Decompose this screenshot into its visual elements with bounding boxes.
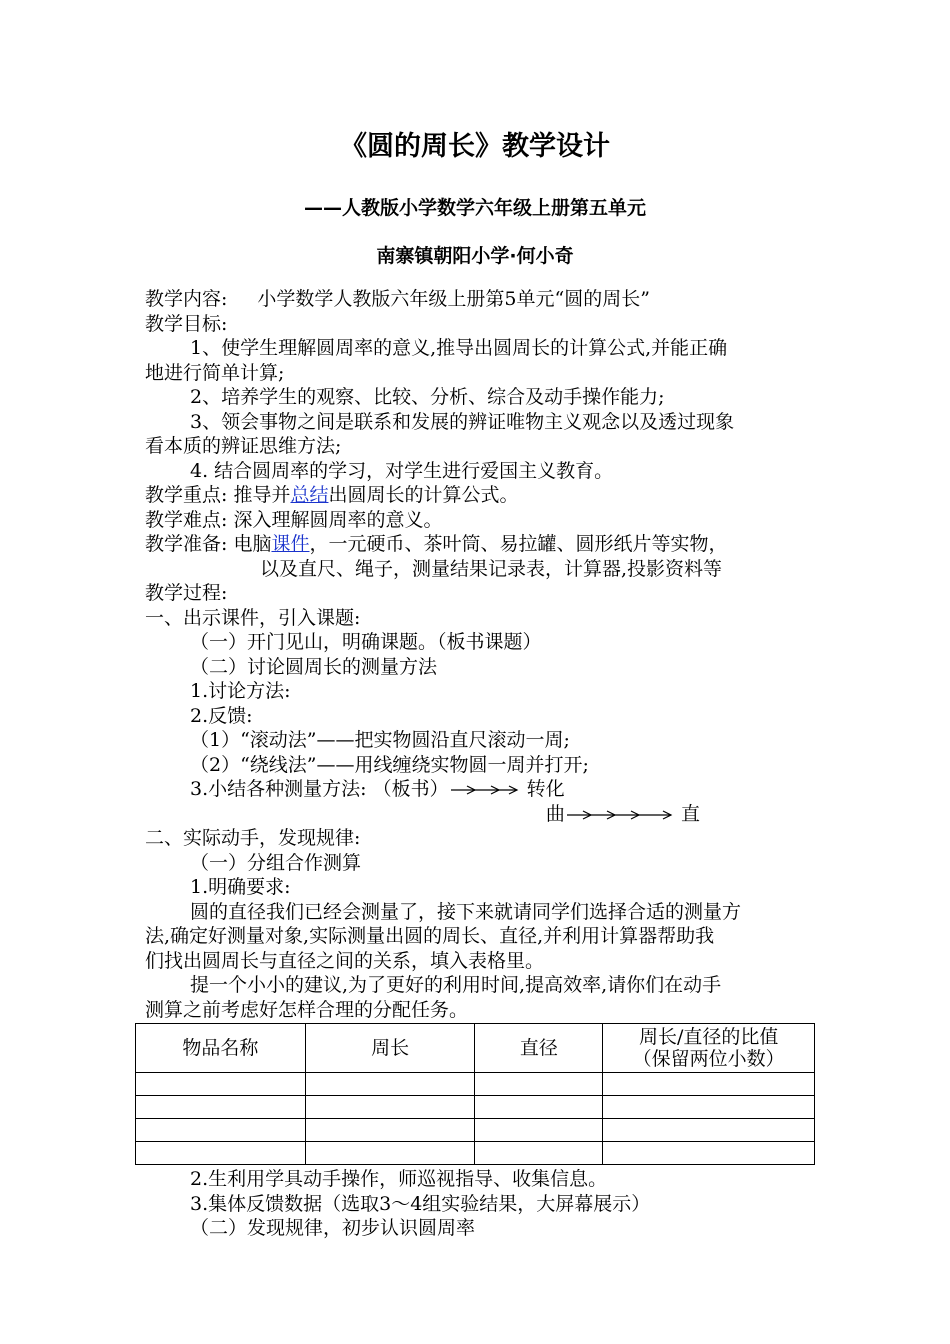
feedback-1: （1）“滚动法”——把实物圆沿直尺滚动一周; bbox=[190, 729, 570, 751]
section-1-1: （一）开门见山，明确课题。（板书课题） bbox=[190, 631, 542, 653]
table-row bbox=[136, 1073, 815, 1096]
arrow-icon bbox=[565, 809, 675, 821]
content-line bbox=[145, 287, 835, 312]
key-label: 教学重点: bbox=[145, 484, 228, 506]
section-2-2: （二）发现规律，初步认识圆周率 bbox=[190, 1217, 476, 1239]
table-cell[interactable] bbox=[475, 1119, 603, 1142]
section-2-1-2: 2.生利用学具动手操作，师巡视指导、收集信息。 bbox=[190, 1168, 608, 1190]
table-header-row bbox=[136, 1024, 815, 1073]
summary-link[interactable]: 总结 bbox=[290, 484, 329, 506]
prep-label: 教学准备: bbox=[145, 533, 228, 555]
summary-text: 3.小结各种测量方法: （板书） bbox=[190, 778, 449, 800]
difficulty-text: 深入理解圆周率的意义。 bbox=[233, 508, 443, 531]
table-cell[interactable] bbox=[603, 1119, 815, 1142]
header-item-name: 物品名称 bbox=[136, 1024, 306, 1073]
document-subtitle: ——人教版小学数学六年级上册第五单元 bbox=[303, 197, 646, 219]
header-ratio bbox=[603, 1024, 815, 1073]
table-cell[interactable] bbox=[136, 1119, 306, 1142]
key-text-pre: 推导并 bbox=[233, 484, 291, 506]
document-author: 南寨镇朝阳小学·何小奇 bbox=[376, 245, 574, 267]
goal-4: 4. 结合圆周率的学习，对学生进行爱国主义教育。 bbox=[190, 459, 614, 482]
process-label: 教学过程: bbox=[145, 582, 228, 604]
content-text: 小学数学人教版六年级上册第5单元“圆的周长” bbox=[257, 288, 650, 310]
feedback-2: （2）“绕线法”——用线缠绕实物圆一周并打开; bbox=[190, 753, 589, 776]
table-cell[interactable] bbox=[136, 1096, 306, 1119]
header-circumference: 周长 bbox=[305, 1024, 475, 1073]
header-ratio-line-1: 周长/直径的比值 bbox=[638, 1026, 779, 1048]
paragraph-2b: 测算之前考虑好怎样合理的分配任务。 bbox=[145, 998, 469, 1021]
table-cell[interactable] bbox=[475, 1142, 603, 1165]
table-cell[interactable] bbox=[475, 1096, 603, 1119]
section-2-1-3: 3.集体反馈数据（选取3～4组实验结果，大屏幕展示） bbox=[190, 1192, 651, 1215]
goal-1a: 1、使学生理解圆周率的意义,推导出圆周长的计算公式,并能正确 bbox=[190, 337, 728, 359]
section-1-2-3 bbox=[145, 777, 835, 802]
table-row bbox=[136, 1142, 815, 1165]
goal-2: 2、培养学生的观察、比较、分析、综合及动手操作能力; bbox=[190, 386, 665, 408]
section-1: 一、出示课件，引入课题: bbox=[145, 606, 361, 629]
prep-line bbox=[145, 532, 835, 557]
table-cell[interactable] bbox=[603, 1096, 815, 1119]
table-cell[interactable] bbox=[475, 1073, 603, 1096]
table-cell[interactable] bbox=[305, 1142, 475, 1165]
goal-3a: 3、领会事物之间是联系和发展的辨证唯物主义观念以及透过现象 bbox=[190, 410, 735, 433]
document-title: 《圆的周长》教学设计 bbox=[340, 131, 610, 162]
table-row bbox=[136, 1119, 815, 1142]
paragraph-1a: 圆的直径我们已经会测量了，接下来就请同学们选择合适的测量方 bbox=[190, 900, 742, 923]
paragraph-1c: 们找出圆周长与直径之间的关系，填入表格里。 bbox=[145, 949, 545, 972]
document-body bbox=[145, 287, 835, 1241]
prep-text-post: ，一元硬币、茶叶筒、易拉罐、圆形纸片等实物， bbox=[309, 533, 728, 555]
section-1-2: （二）讨论圆周长的测量方法 bbox=[190, 655, 438, 678]
table-cell[interactable] bbox=[603, 1073, 815, 1096]
straight-label: 直 bbox=[680, 802, 700, 825]
section-2-1: （一）分组合作测算 bbox=[190, 851, 362, 874]
table-cell[interactable] bbox=[305, 1096, 475, 1119]
goal-1b: 地进行简单计算; bbox=[145, 361, 285, 384]
table-cell[interactable] bbox=[136, 1142, 306, 1165]
goal-3b: 看本质的辨证思维方法; bbox=[145, 435, 342, 457]
arrow-icon bbox=[449, 784, 521, 796]
table-cell[interactable] bbox=[305, 1073, 475, 1096]
section-1-2-1: 1.讨论方法: bbox=[190, 680, 291, 702]
key-text-post: 出圆周长的计算公式。 bbox=[328, 484, 519, 506]
difficulty-label: 教学难点: bbox=[145, 508, 228, 531]
prep-line-2: 以及直尺、绳子，测量结果记录表，计算器,投影资料等 bbox=[260, 557, 723, 580]
paragraph-2a: 提一个小小的建议,为了更好的利用时间,提高效率,请你们在动手 bbox=[190, 974, 722, 996]
difficulty-line bbox=[145, 508, 835, 533]
goals-label: 教学目标: bbox=[145, 312, 228, 335]
prep-text-pre: 电脑 bbox=[233, 533, 272, 555]
section-1-2-2: 2.反馈: bbox=[190, 704, 253, 727]
table-cell[interactable] bbox=[305, 1119, 475, 1142]
header-ratio-line-2: （保留两位小数） bbox=[632, 1048, 785, 1070]
measurement-table bbox=[135, 1023, 815, 1165]
section-2: 二、实际动手，发现规律: bbox=[145, 827, 361, 849]
courseware-link[interactable]: 课件 bbox=[271, 533, 310, 555]
section-2-1-1: 1.明确要求: bbox=[190, 876, 291, 898]
table-row bbox=[136, 1096, 815, 1119]
curve-label: 曲 bbox=[545, 802, 565, 825]
header-diameter: 直径 bbox=[475, 1024, 603, 1073]
paragraph-1b: 法,确定好测量对象,实际测量出圆的周长、直径,并利用计算器帮助我 bbox=[145, 925, 715, 947]
content-label: 教学内容: bbox=[145, 288, 228, 310]
curve-straight-line bbox=[145, 802, 835, 827]
table-cell[interactable] bbox=[603, 1142, 815, 1165]
table-cell[interactable] bbox=[136, 1073, 306, 1096]
key-line bbox=[145, 483, 835, 508]
convert-label: 转化 bbox=[526, 778, 565, 800]
